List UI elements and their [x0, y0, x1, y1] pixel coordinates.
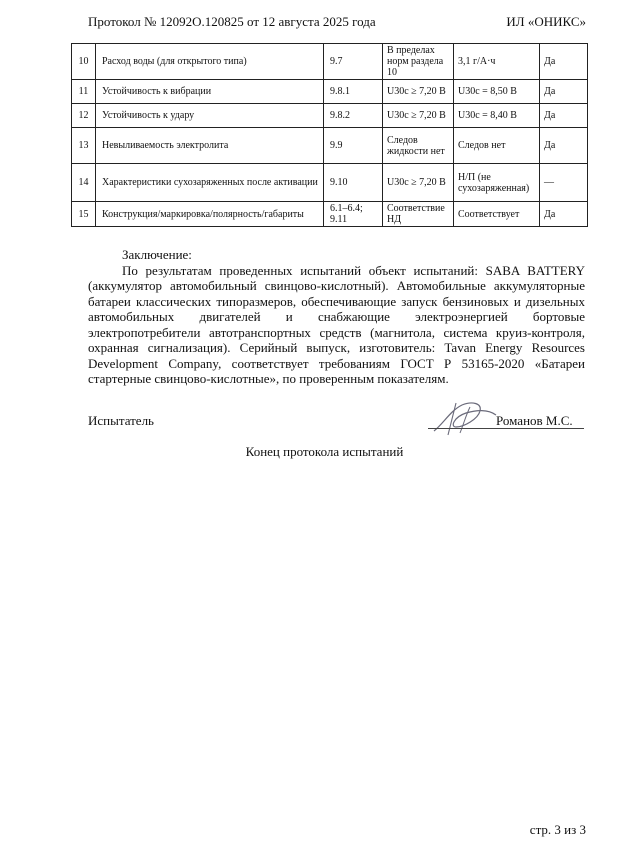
- end-of-protocol: Конец протокола испытаний: [245, 444, 404, 459]
- standard-clause: 9.10: [324, 164, 383, 202]
- table-row: [72, 128, 588, 164]
- signature-block: [88, 397, 585, 437]
- lab-name: ИЛ «ОНИКС»: [506, 14, 586, 29]
- row-number: 10: [72, 44, 96, 80]
- test-result: U30с = 8,40 В: [454, 104, 540, 128]
- table-row: [72, 164, 588, 202]
- protocol-title: Протокол № 12092О.120825 от 12 августа 2025 года: [88, 14, 376, 29]
- requirement: Соответствие НД: [383, 202, 454, 227]
- standard-clause: 9.9: [324, 128, 383, 164]
- verdict: Да: [540, 104, 588, 128]
- standard-clause: 9.8.1: [324, 80, 383, 104]
- requirement: Следов жидкости нет: [383, 128, 454, 164]
- parameter-name: Невыливаемость электролита: [96, 128, 324, 164]
- parameter-name: Расход воды (для открытого типа): [96, 44, 324, 80]
- table-row: [72, 44, 588, 80]
- test-result: Н/П (не сухозаряженная): [454, 164, 540, 202]
- test-result: Следов нет: [454, 128, 540, 164]
- row-number: 15: [72, 202, 96, 227]
- test-result: U30с = 8,50 В: [454, 80, 540, 104]
- row-number: 14: [72, 164, 96, 202]
- table-row: [72, 80, 588, 104]
- table-row: [72, 202, 588, 227]
- parameter-name: Конструкция/маркировка/полярность/габариты: [96, 202, 324, 227]
- requirement: U30с ≥ 7,20 В: [383, 80, 454, 104]
- tester-name: Романов М.С.: [496, 413, 573, 428]
- conclusion-title: Заключение:: [122, 247, 192, 262]
- requirement: В пределах норм раздела 10: [383, 44, 454, 80]
- test-result: 3,1 г/А·ч: [454, 44, 540, 80]
- handwritten-signature: [426, 397, 506, 437]
- verdict: —: [540, 164, 588, 202]
- page-header: [88, 14, 586, 32]
- parameter-name: Устойчивость к вибрации: [96, 80, 324, 104]
- requirement: U30с ≥ 7,20 В: [383, 164, 454, 202]
- row-number: 13: [72, 128, 96, 164]
- results-table: [71, 43, 588, 227]
- row-number: 12: [72, 104, 96, 128]
- parameter-name: Устойчивость к удару: [96, 104, 324, 128]
- standard-clause: 9.7: [324, 44, 383, 80]
- standard-clause: 9.8.2: [324, 104, 383, 128]
- requirement: U30с ≥ 7,20 В: [383, 104, 454, 128]
- verdict: Да: [540, 128, 588, 164]
- verdict: Да: [540, 202, 588, 227]
- table-row: [72, 104, 588, 128]
- conclusion-section: [88, 247, 585, 387]
- parameter-name: Характеристики сухозаряженных после активации: [96, 164, 324, 202]
- conclusion-text: По результатам проведенных испытаний объект испытаний: SABA BATTERY (аккумулятор автомобильный свинцово-кислотный). Автомобильные аккумуляторные батареи классических типоразмеров, обеспечивающие запуск бензиновых и дизельных автомобильных двигателей и снабжающие электроэнергией бортовые электропотребители автотранспортных средств (магнитола, система круиз-контроля, охранная сигнализация). Серийный выпуск, изготовитель: Tavan Energy Resources Development Company, соответствует требованиям ГОСТ Р 53165-2020 «Батареи стартерные свинцово-кислотные», по проверенным показателям.: [88, 262, 585, 386]
- test-result: Соответствует: [454, 202, 540, 227]
- verdict: Да: [540, 80, 588, 104]
- page-number: стр. 3 из 3: [529, 822, 586, 837]
- verdict: Да: [540, 44, 588, 80]
- standard-clause: 6.1–6.4; 9.11: [324, 202, 383, 227]
- tester-role: Испытатель: [88, 413, 154, 428]
- row-number: 11: [72, 80, 96, 104]
